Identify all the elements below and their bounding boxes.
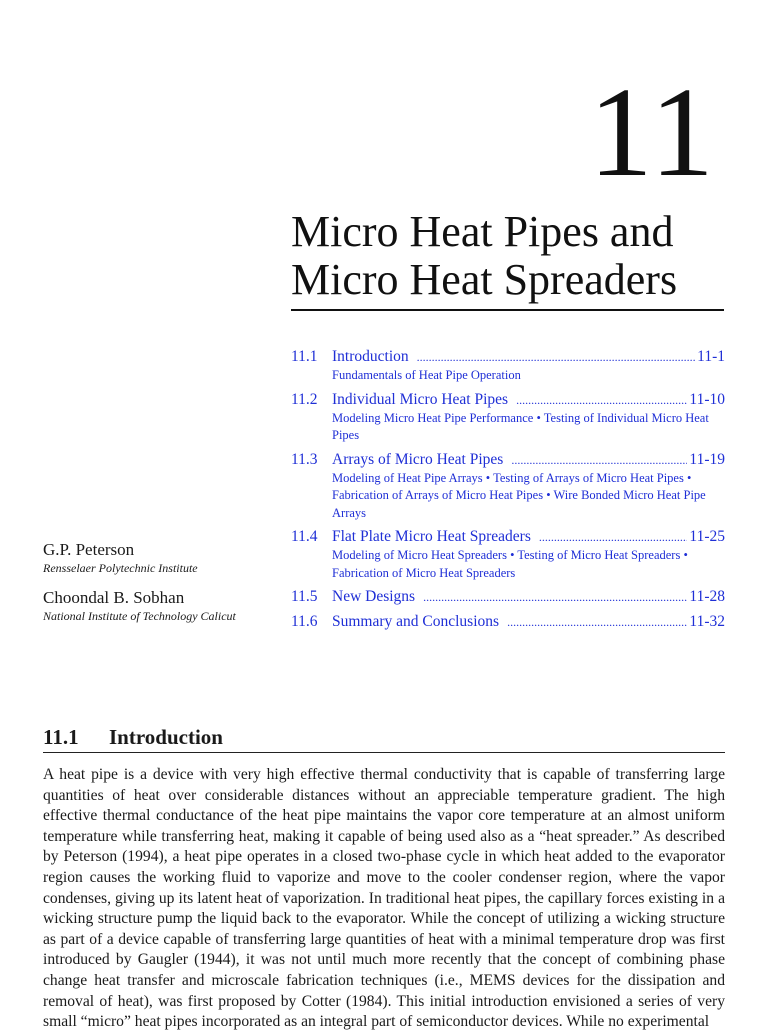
toc-subsection-title[interactable]: Testing of Micro Heat Spreaders	[517, 548, 681, 562]
author-name: G.P. Peterson	[43, 540, 135, 559]
table-of-contents	[291, 347, 725, 637]
toc-subsection-title[interactable]: Wire Bonded Micro Heat Pipe Arrays	[332, 488, 706, 520]
toc-entry[interactable]	[291, 347, 725, 385]
toc-subsection-title[interactable]: Testing of Individual Micro Heat Pipes	[332, 410, 709, 442]
toc-section-number[interactable]: 11.5	[291, 588, 318, 605]
toc-section-title[interactable]: Flat Plate Micro Heat Spreaders	[332, 528, 531, 545]
toc-subsection-title[interactable]: Modeling of Heat Pipe Arrays	[332, 470, 483, 485]
toc-subsections	[332, 470, 725, 523]
toc-row[interactable]	[291, 527, 725, 547]
toc-subsections	[332, 410, 725, 445]
toc-entry[interactable]	[291, 450, 725, 523]
toc-separator: •	[510, 548, 515, 562]
toc-row[interactable]	[291, 347, 725, 367]
toc-section-title[interactable]: New Designs	[332, 588, 416, 605]
toc-section-title[interactable]: Introduction	[332, 348, 409, 365]
body-paragraph: A heat pipe is a device with very high effective thermal conductivity that is capable of transferring large quantities of heat over considerable distances without an appreciable temperature gradient. The high effective thermal conductance of the heat pipe maintains the vapor core temperature at an almost uniform temperature while transferring heat, making it capable of being used also as a “heat spreader.” As described by Peterson (1994), a heat pipe operates in a closed two-phase cycle in which heat added to the evaporator region causes the working fluid to vaporize and move to the cooler condenser region, where the vapor condenses, giving up its latent heat of vaporization. In traditional heat pipes, the capillary forces existing in a wicking structure pump the liquid back to the evaporator. While the concept of utilizing a wicking structure as part of a device capable of transferring large quantities of heat with a minimal temperature drop was first introduced by Gaugler (1944), it was not until much more recently that the concept of combining phase change heat transfer and microscale fabrication techniques (i.e., MEMS devices for the dissipation and removal of heat), was first proposed by Cotter (1984). This initial introduction envisioned a series of very small “micro” heat pipes incorporated as an integral part of semiconductor devices. While no experimental	[43, 766, 725, 1031]
toc-subsections	[332, 367, 725, 385]
title-rule	[291, 309, 724, 311]
toc-separator: •	[485, 470, 491, 485]
author-name: Choondal B. Sobhan	[43, 588, 185, 607]
author-1	[43, 540, 198, 576]
toc-leader-dots	[516, 390, 687, 410]
toc-entry[interactable]	[291, 612, 725, 632]
toc-separator: •	[683, 548, 688, 562]
toc-subsection-title[interactable]: Fabrication of Micro Heat Spreaders	[332, 565, 516, 580]
section-number: 11.1	[43, 725, 79, 749]
author-institution: National Institute of Technology Calicut	[43, 609, 236, 623]
toc-section-number[interactable]: 11.2	[291, 390, 318, 408]
toc-subsections	[332, 547, 725, 582]
toc-row[interactable]	[291, 390, 725, 410]
toc-leader-dots	[417, 347, 696, 367]
toc-entry[interactable]	[291, 527, 725, 582]
section-rule	[43, 752, 725, 753]
toc-subsection-title[interactable]: Fabrication of Arrays of Micro Heat Pipes	[332, 488, 544, 502]
toc-section-title[interactable]: Arrays of Micro Heat Pipes	[332, 450, 504, 468]
toc-subsection-title[interactable]: Modeling Micro Heat Pipe Performance	[332, 410, 534, 425]
author-institution: Rensselaer Polytechnic Institute	[43, 561, 198, 575]
toc-row[interactable]	[291, 587, 725, 607]
toc-section-number[interactable]: 11.3	[291, 450, 318, 468]
toc-leader-dots	[539, 527, 688, 547]
chapter-title-line-1: Micro Heat Pipes and	[291, 207, 674, 256]
toc-row[interactable]	[291, 612, 725, 632]
author-2	[43, 588, 236, 624]
toc-subsection-title[interactable]: Fundamentals of Heat Pipe Operation	[332, 368, 521, 382]
chapter-title	[291, 208, 731, 304]
toc-separator: •	[686, 470, 692, 485]
toc-separator: •	[546, 488, 551, 502]
toc-leader-dots	[511, 450, 687, 470]
chapter-number: 11	[588, 61, 716, 203]
toc-page-number[interactable]: 11-10	[689, 390, 725, 408]
toc-section-title[interactable]: Individual Micro Heat Pipes	[332, 390, 509, 408]
toc-separator: •	[536, 410, 541, 425]
toc-entry[interactable]	[291, 587, 725, 607]
toc-section-number[interactable]: 11.4	[291, 528, 318, 545]
section-heading	[43, 723, 725, 751]
toc-leader-dots	[423, 587, 687, 607]
toc-subsection-title[interactable]: Testing of Arrays of Micro Heat Pipes	[493, 470, 684, 485]
toc-entry[interactable]	[291, 390, 725, 445]
toc-section-title[interactable]: Summary and Conclusions	[332, 613, 500, 630]
toc-subsection-title[interactable]: Modeling of Micro Heat Spreaders	[332, 548, 507, 562]
toc-page-number[interactable]: 11-19	[689, 450, 725, 468]
chapter-title-line-2: Micro Heat Spreaders	[291, 255, 678, 304]
toc-page-number[interactable]: 11-32	[689, 613, 725, 630]
toc-page-number[interactable]: 11-28	[689, 588, 725, 605]
toc-section-number[interactable]: 11.6	[291, 613, 318, 630]
toc-section-number[interactable]: 11.1	[291, 348, 318, 365]
toc-row[interactable]	[291, 450, 725, 470]
toc-page-number[interactable]: 11-25	[689, 528, 725, 545]
toc-leader-dots	[507, 612, 687, 632]
section-title: Introduction	[109, 725, 223, 749]
toc-page-number[interactable]: 11-1	[697, 348, 725, 365]
